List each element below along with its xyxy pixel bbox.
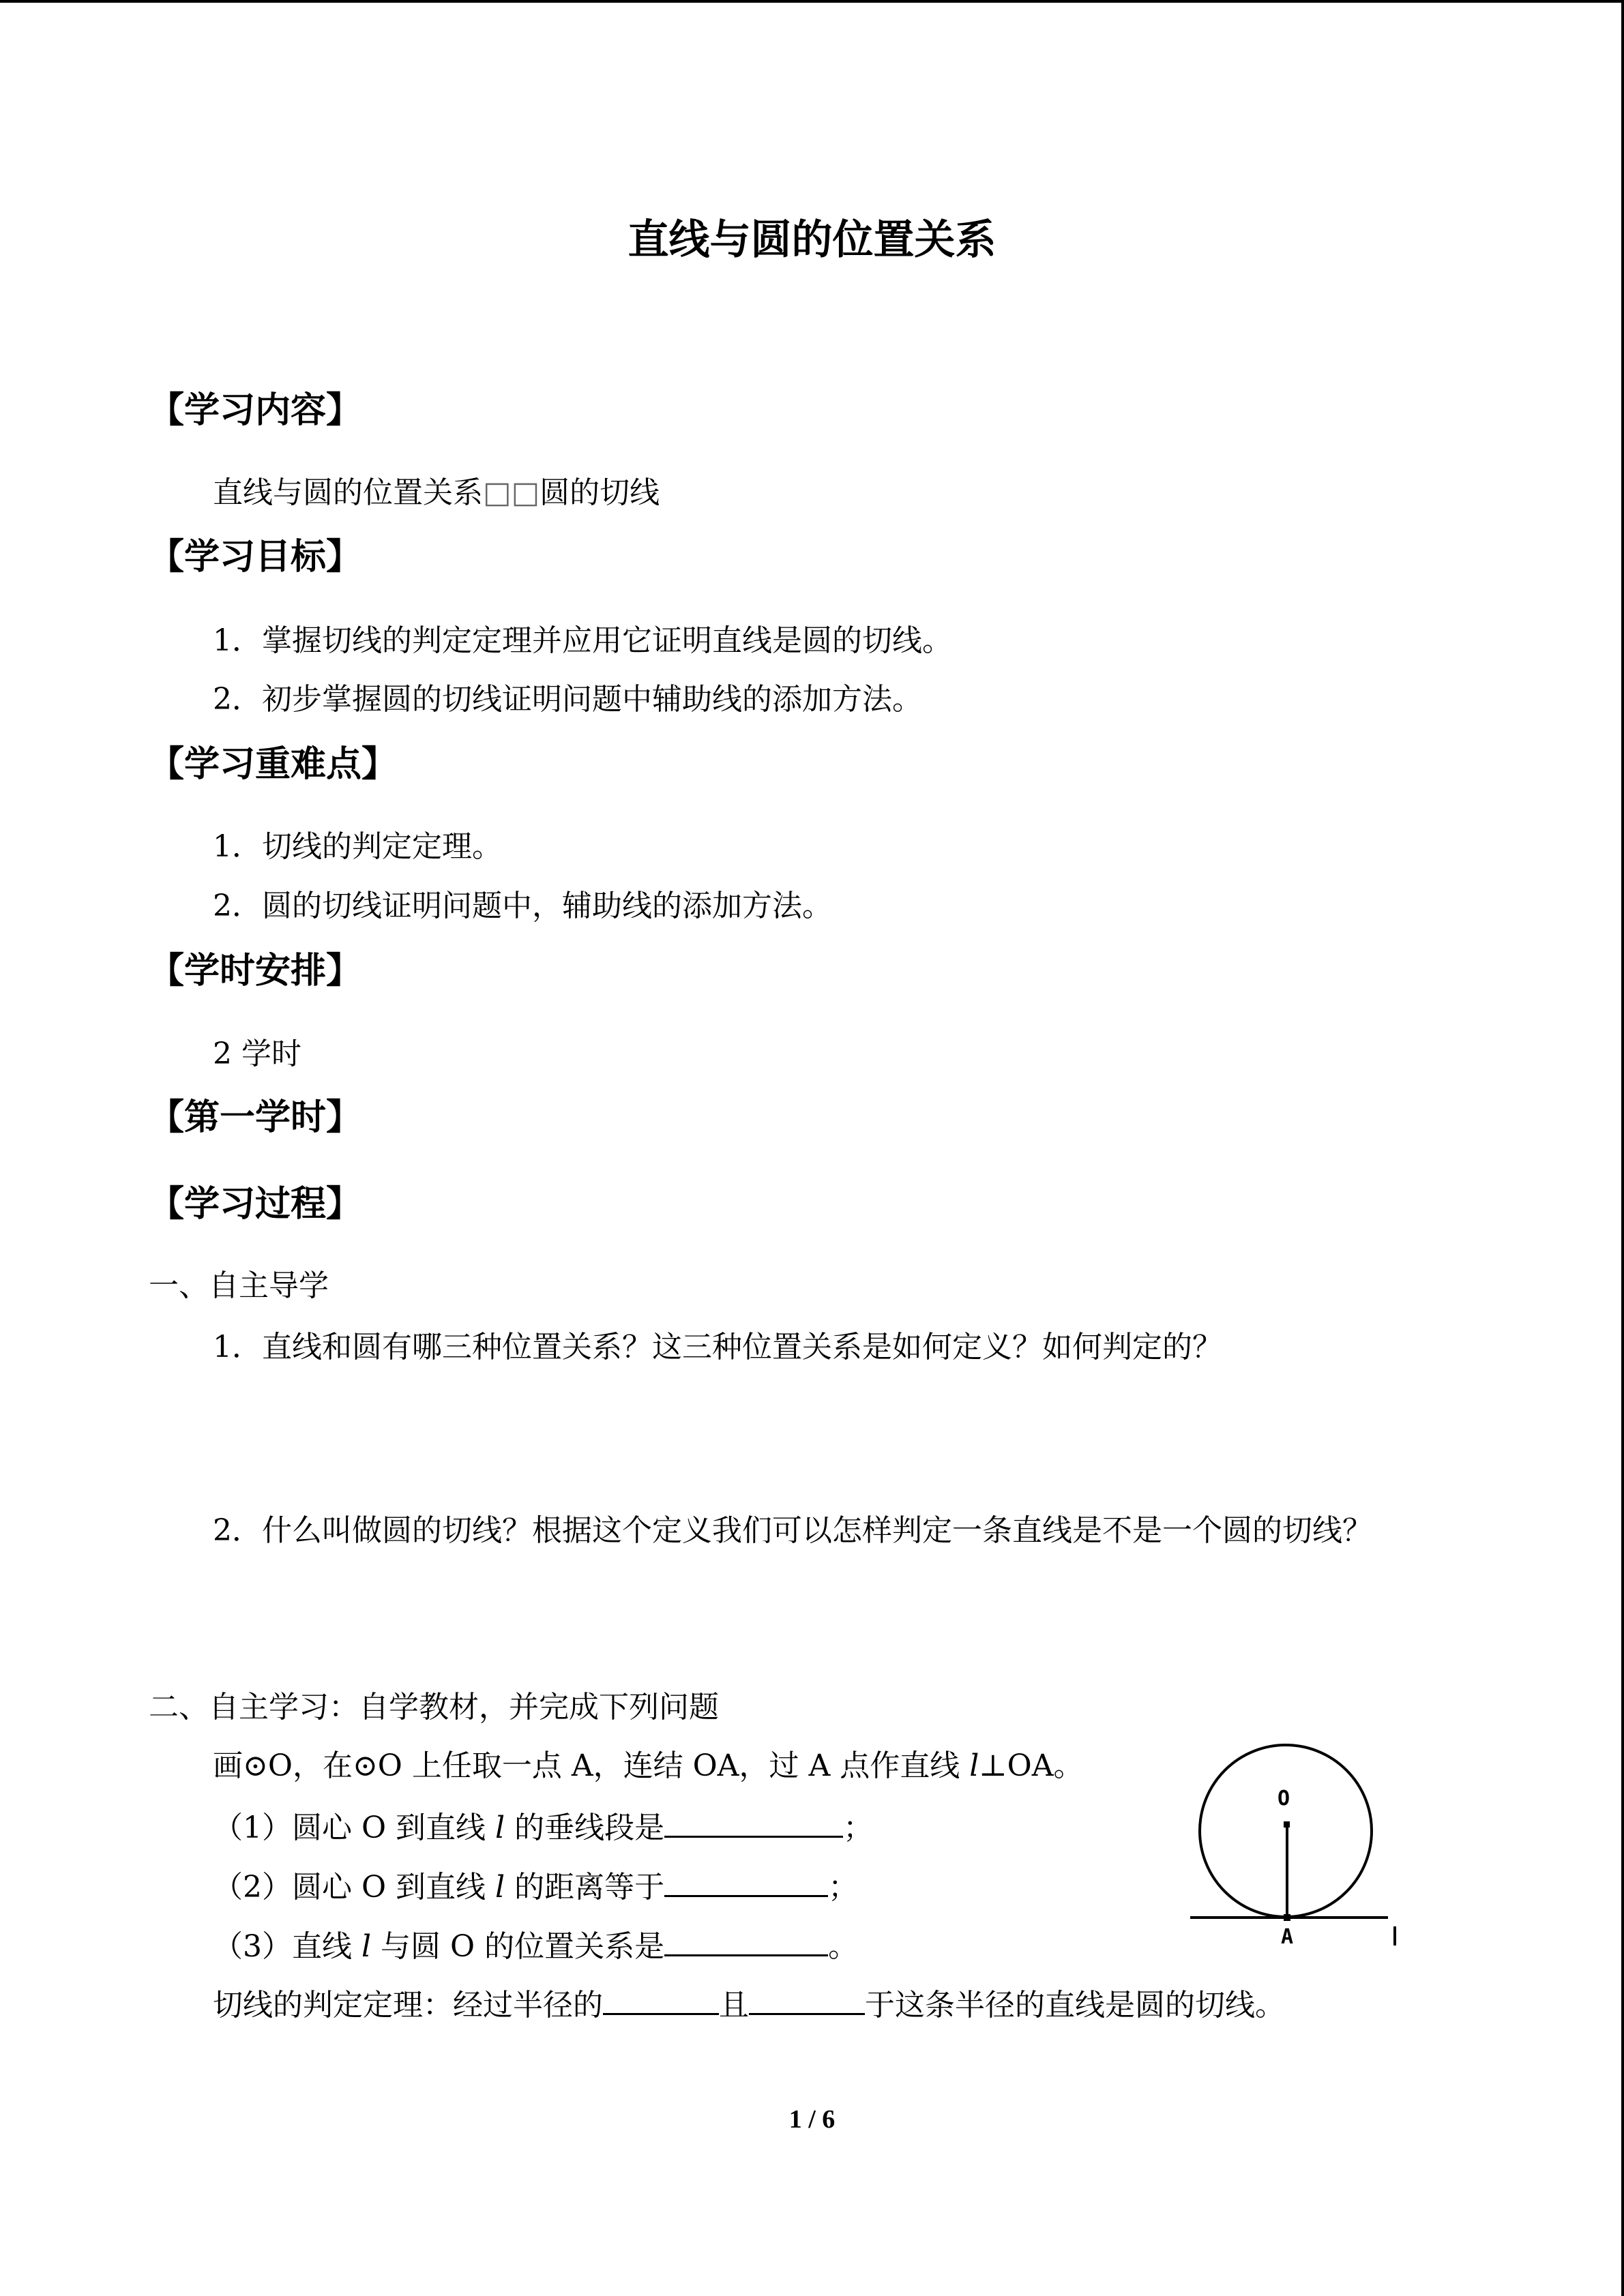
fill-item-2 [213,1864,858,1908]
tangent-theorem [213,1982,1285,2026]
center-point-o [1284,1821,1290,1828]
fill-item-1-suffix: 的垂线段是 [505,1810,665,1845]
goal-item-2: 2．初步掌握圆的切线证明问题中辅助线的添加方法。 [213,682,922,717]
part1-question-2: 2．什么叫做圆的切线？根据这个定义我们可以怎样判定一条直线是不是一个圆的切线？ [213,1513,1372,1548]
schedule-text: 2 学时 [213,1037,301,1071]
key-point-item-2: 2．圆的切线证明问题中，辅助线的添加方法。 [213,889,832,923]
fill-item-3 [213,1923,858,1967]
placeholder-glyphs: □□ [483,475,540,510]
heading-learning-process: 【学习过程】 [149,1184,362,1225]
part1-title: 一、自主导学 [149,1268,329,1303]
key-point-item-1: 1．切线的判定定理。 [213,829,502,864]
fill-item-2-var: l [495,1870,505,1905]
instruction-var-l: l [969,1748,979,1783]
fill-item-1-prefix: （1）圆心 O 到直线 [213,1810,496,1845]
fill-item-3-end: 。 [828,1929,859,1964]
learning-content-text [213,473,660,513]
fill-item-2-end: ； [828,1870,859,1905]
part2-title: 二、自主学习：自学教材，并完成下列问题 [149,1690,719,1725]
part2-instruction [213,1746,1084,1787]
theorem-blank-2[interactable] [749,1982,865,2015]
fill-item-3-suffix: 与圆 O 的位置关系是 [371,1929,665,1964]
tangent-point-a [1284,1914,1290,1921]
theorem-blank-1[interactable] [603,1982,719,2015]
fill-item-2-prefix: （2）圆心 O 到直线 [213,1870,496,1905]
tangent-diagram [1180,1732,1405,1964]
theorem-part-b: 且 [719,1988,749,2023]
fill-item-2-blank[interactable] [664,1864,828,1897]
fill-item-2-suffix: 的距离等于 [505,1870,665,1905]
heading-first-period: 【第一学时】 [149,1097,362,1138]
goal-item-1: 1．掌握切线的判定定理并应用它证明直线是圆的切线。 [213,623,952,658]
heading-learning-goals: 【学习目标】 [149,537,362,578]
content-text-before: 直线与圆的位置关系 [213,475,483,510]
label-point-a: A [1281,1925,1294,1949]
fill-item-3-var: l [361,1929,372,1964]
content-text-after: 圆的切线 [540,475,660,510]
heading-key-points: 【学习重难点】 [149,744,398,785]
instruction-text-a: 画⊙O，在⊙O 上任取一点 A，连结 OA，过 A 点作直线 [213,1748,970,1783]
page-number: 1 / 6 [788,2105,836,2134]
label-center-o: O [1278,1787,1290,1810]
fill-item-3-blank[interactable] [664,1923,828,1956]
heading-schedule: 【学时安排】 [149,951,362,992]
document-title: 直线与圆的位置关系 [628,216,996,264]
fill-item-3-prefix: （3）直线 [213,1929,361,1964]
heading-learning-content: 【学习内容】 [149,390,362,431]
fill-item-1 [213,1804,873,1849]
instruction-text-b: ⊥OA。 [979,1748,1084,1783]
part1-question-1: 1．直线和圆有哪三种位置关系？这三种位置关系是如何定义？如何判定的？ [213,1330,1222,1365]
page-border-right [1621,0,1624,2296]
fill-item-1-end: ； [843,1810,874,1845]
theorem-part-c: 于这条半径的直线是圆的切线。 [865,1988,1285,2023]
fill-item-1-blank[interactable] [664,1804,843,1838]
page-border-top [0,0,1624,3]
fill-item-1-var: l [495,1810,505,1845]
theorem-part-a: 切线的判定定理：经过半径的 [213,1988,603,2023]
